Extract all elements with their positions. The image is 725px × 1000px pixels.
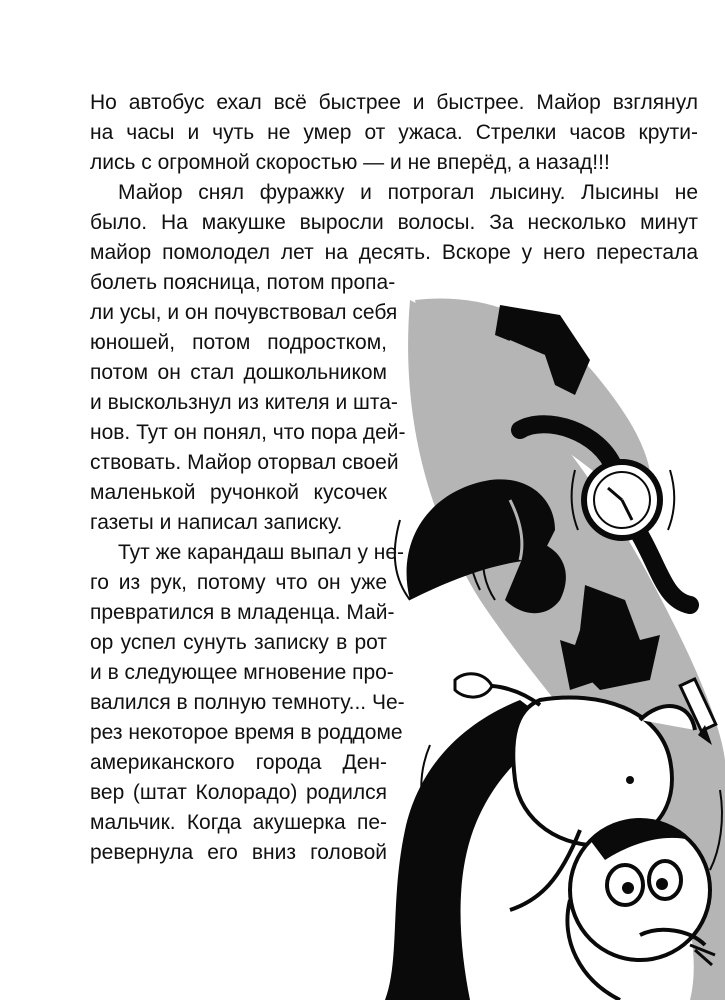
text-line: Майор снял фуражку и потрогал лысину. Лысины не xyxy=(118,181,698,204)
text-line: валился в полную темноту... Че- xyxy=(90,691,405,714)
text-line: американского города Ден- xyxy=(90,751,387,774)
text-line: и выскользнул из кителя и шта- xyxy=(90,391,398,414)
text-line: лись с огромной скоростью — и не вперёд, а назад!!! xyxy=(90,151,610,174)
text-line: потом он стал дошкольником xyxy=(90,361,387,384)
text-line: го из рук, потому что он уже xyxy=(90,571,387,594)
text-line: превратился в младенца. Май- xyxy=(90,601,395,624)
text-line: вер (штат Колорадо) родился xyxy=(90,781,387,804)
text-line: мальчик. Когда акушерка пе- xyxy=(90,811,387,834)
text-line: ревернула его вниз головой xyxy=(90,841,387,864)
text-line: маленькой ручонкой кусочек xyxy=(90,481,387,504)
text-line: Но автобус ехал всё быстрее и быстрее. Майор взглянул xyxy=(90,91,698,114)
text-line: было. На макушке выросли волосы. За несколько минут xyxy=(90,211,698,234)
text-line: и в следующее мгновение про- xyxy=(90,661,394,684)
text-line: юношей, потом подростком, xyxy=(90,331,387,354)
text-line: на часы и чуть не умер от ужаса. Стрелки часов крути- xyxy=(90,121,698,144)
text-line: майор помолодел лет на десять. Вскоре у него перестала xyxy=(90,241,698,264)
text-line: ор успел сунуть записку в рот xyxy=(90,631,387,654)
text-line: газеты и написал записку. xyxy=(90,511,343,534)
text-line: рез некоторое время в роддоме xyxy=(90,721,403,744)
text-line: ли усы, и он почувствовал себя xyxy=(90,301,398,324)
text-line: ствовать. Майор оторвал своей xyxy=(90,451,399,474)
text-line: нов. Тут он понял, что пора дей- xyxy=(90,421,406,444)
text-line: болеть поясница, потом пропа- xyxy=(90,271,396,294)
text-line: Тут же карандаш выпал у не- xyxy=(118,541,405,564)
